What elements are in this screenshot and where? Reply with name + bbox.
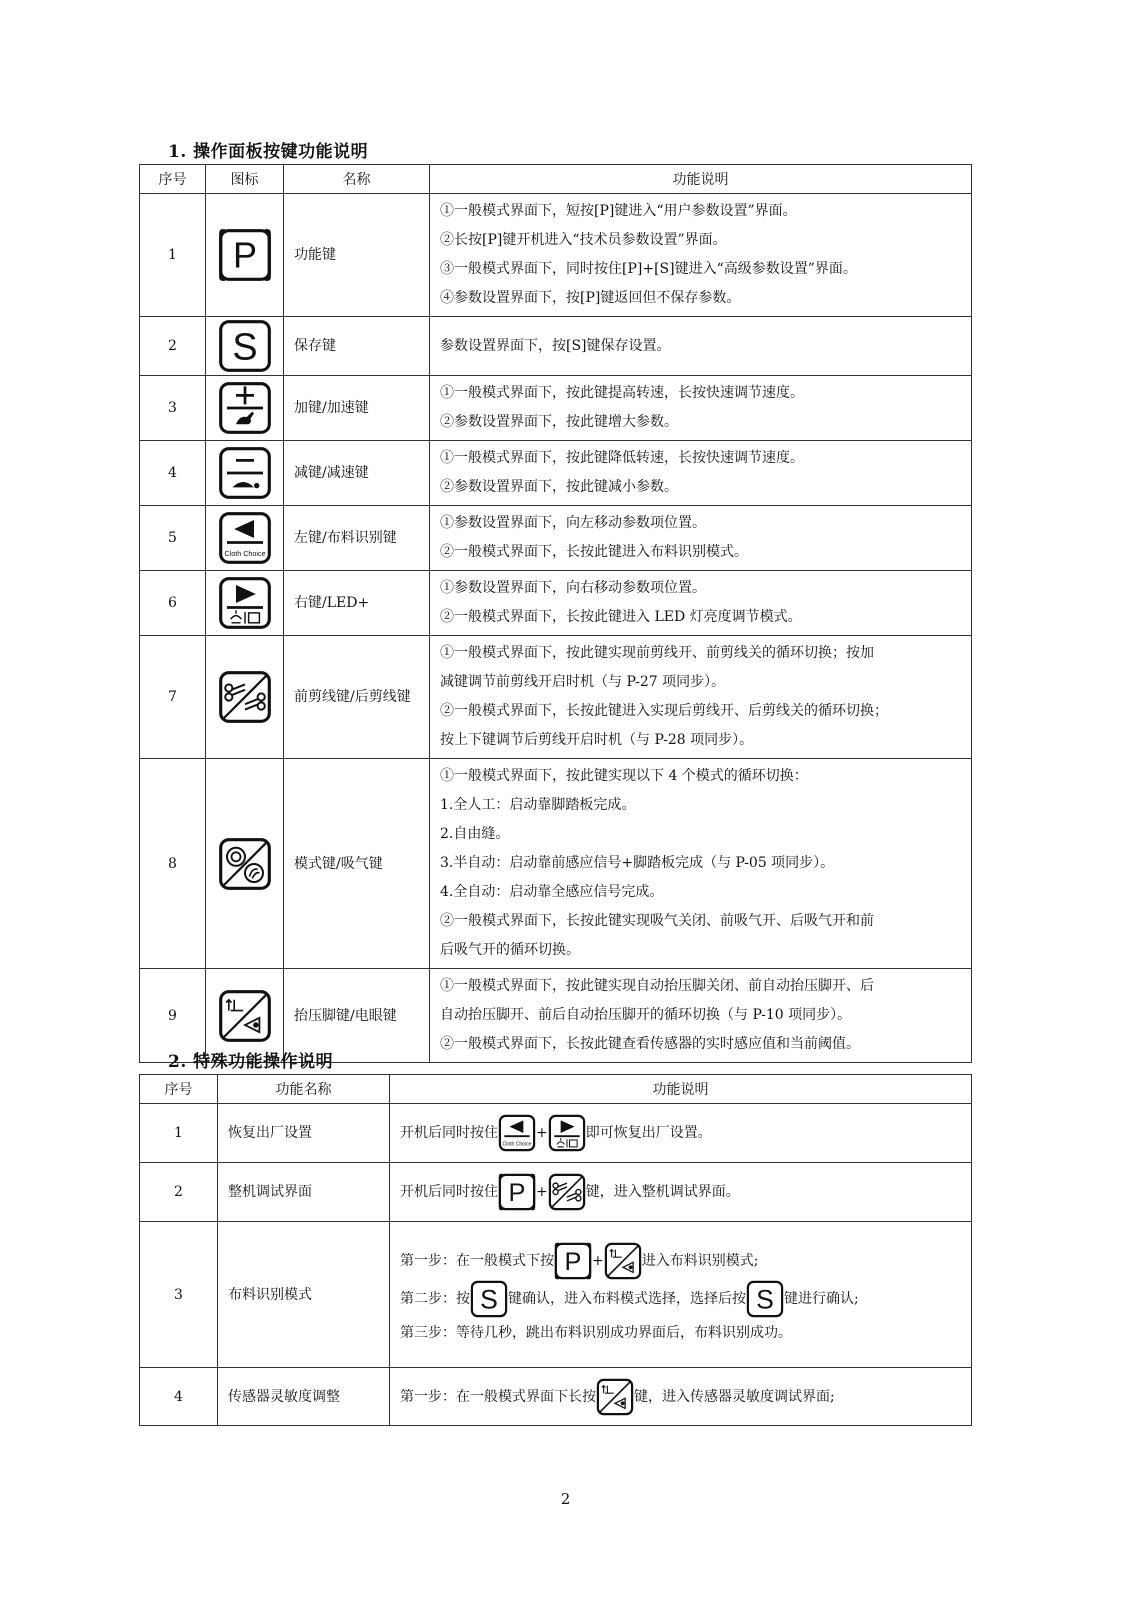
s-key-icon — [746, 1280, 784, 1318]
key-desc: ①一般模式界面下，按此键实现自动抬压脚关闭、前自动抬压脚开、后 自动抬压脚开、前后自动抬压脚开的循环切换（与 P-10 项同步）。 ②一般模式界面下，长按此键查看传感器的实时感应值和当前阈值。 — [430, 969, 972, 1063]
table-row — [140, 376, 972, 441]
function-name: 传感器灵敏度调整 — [218, 1368, 390, 1426]
table-row — [140, 1222, 972, 1368]
col-header-desc: 功能说明 — [390, 1075, 972, 1104]
row-no: 8 — [140, 759, 206, 969]
p-key-icon — [554, 1242, 592, 1280]
key-name: 抬压脚键/电眼键 — [284, 969, 430, 1063]
row-no: 5 — [140, 506, 206, 571]
plus-rabbit-key-icon — [206, 376, 284, 441]
special-function-table — [139, 1074, 972, 1426]
p-key-icon — [498, 1173, 536, 1211]
col-header-name: 名称 — [284, 165, 430, 194]
row-no: 6 — [140, 571, 206, 636]
function-name: 恢复出厂设置 — [218, 1104, 390, 1163]
mode-suction-key-icon — [206, 759, 284, 969]
left-cloth-choice-key-icon — [206, 506, 284, 571]
row-no: 2 — [140, 317, 206, 376]
function-name: 布料识别模式 — [218, 1222, 390, 1368]
key-name: 减键/减速键 — [284, 441, 430, 506]
table-row — [140, 1163, 972, 1222]
row-no: 1 — [140, 1104, 218, 1163]
key-name: 保存键 — [284, 317, 430, 376]
minus-turtle-key-icon — [206, 441, 284, 506]
col-header-no: 序号 — [140, 1075, 218, 1104]
table-row — [140, 1104, 972, 1163]
key-name: 左键/布料识别键 — [284, 506, 430, 571]
key-desc: ①一般模式界面下，按此键降低转速，长按快速调节速度。 ②参数设置界面下，按此键减小参数。 — [430, 441, 972, 506]
table-row — [140, 571, 972, 636]
key-name: 前剪线键/后剪线键 — [284, 636, 430, 759]
col-header-function-name: 功能名称 — [218, 1075, 390, 1104]
page-number: 2 — [560, 1490, 571, 1508]
key-desc: ①一般模式界面下，按此键实现前剪线开、前剪线关的循环切换；按加 减键调节前剪线开启时机（与 P-27 项同步）。 ②一般模式界面下，长按此键进入实现后剪线开、后剪线关的循环切换； 按上下键调节后剪线开启时机（与 P-28 项同步）。 — [430, 636, 972, 759]
key-desc: ①一般模式界面下，按此键提高转速，长按快速调节速度。 ②参数设置界面下，按此键增大参数。 — [430, 376, 972, 441]
table-row — [140, 506, 972, 571]
table-row — [140, 194, 972, 317]
trimmer-key-icon — [206, 636, 284, 759]
function-desc: 开机后同时按住 + 键，进入整机调试界面。 — [390, 1163, 972, 1222]
row-no: 7 — [140, 636, 206, 759]
row-no: 1 — [140, 194, 206, 317]
key-desc: ①参数设置界面下，向右移动参数项位置。 ②一般模式界面下，长按此键进入 LED 灯亮度调节模式。 — [430, 571, 972, 636]
key-desc: 参数设置界面下，按[S]键保存设置。 — [430, 317, 972, 376]
function-desc: 开机后同时按住 + 即可恢复出厂设置。 — [390, 1104, 972, 1163]
key-name: 右键/LED+ — [284, 571, 430, 636]
s-key-icon — [206, 317, 284, 376]
key-name: 加键/加速键 — [284, 376, 430, 441]
col-header-desc: 功能说明 — [430, 165, 972, 194]
table-row — [140, 1368, 972, 1426]
key-name: 模式键/吸气键 — [284, 759, 430, 969]
s-key-icon — [470, 1280, 508, 1318]
row-no: 3 — [140, 1222, 218, 1368]
function-name: 整机调试界面 — [218, 1163, 390, 1222]
p-key-icon — [206, 194, 284, 317]
presser-foot-eye-key-icon — [596, 1378, 634, 1416]
row-no: 4 — [140, 441, 206, 506]
section1-title: 1. 操作面板按键功能说明 — [168, 142, 369, 162]
table-row — [140, 317, 972, 376]
key-desc: ①一般模式界面下，短按[P]键进入“用户参数设置”界面。 ②长按[P]键开机进入“技术员参数设置”界面。 ③一般模式界面下，同时按住[P]+[S]键进入“高级参数设置”界面。 ④参数设置界面下，按[P]键返回但不保存参数。 — [430, 194, 972, 317]
row-no: 2 — [140, 1163, 218, 1222]
row-no: 9 — [140, 969, 206, 1063]
table-row — [140, 441, 972, 506]
trimmer-key-icon — [548, 1173, 586, 1211]
row-no: 4 — [140, 1368, 218, 1426]
table-row — [140, 636, 972, 759]
table-row — [140, 759, 972, 969]
right-led-key-icon — [548, 1114, 586, 1152]
function-desc: 第一步：在一般模式界面下长按 键，进入传感器灵敏度调试界面; — [390, 1368, 972, 1426]
col-header-icon: 图标 — [206, 165, 284, 194]
key-desc: ①一般模式界面下，按此键实现以下 4 个模式的循环切换： 1.全人工：启动靠脚踏板完成。 2.自由缝。 3.半自动：启动靠前感应信号+脚踏板完成（与 P-05 项同步）。 4.全自动：启动靠全感应信号完成。 ②一般模式界面下，长按此键实现吸气关闭、前吸气开、后吸气开和前 后吸气开的循环切换。 — [430, 759, 972, 969]
row-no: 3 — [140, 376, 206, 441]
section2-title: 2. 特殊功能操作说明 — [168, 1052, 334, 1072]
presser-foot-eye-key-icon — [604, 1242, 642, 1280]
col-header-no: 序号 — [140, 165, 206, 194]
key-name: 功能键 — [284, 194, 430, 317]
key-function-table — [139, 164, 972, 1063]
right-led-key-icon — [206, 571, 284, 636]
key-desc: ①参数设置界面下，向左移动参数项位置。 ②一般模式界面下，长按此键进入布料识别模式。 — [430, 506, 972, 571]
function-desc: 第一步：在一般模式下按 + 进入布料识别模式; 第二步：按 键确认，进入布料模式选择，选择后按 键进行确认; 第三步：等待几秒，跳出布料识别成功界面后，布料识别成功。 — [390, 1222, 972, 1368]
left-cloth-choice-key-icon — [498, 1114, 536, 1152]
